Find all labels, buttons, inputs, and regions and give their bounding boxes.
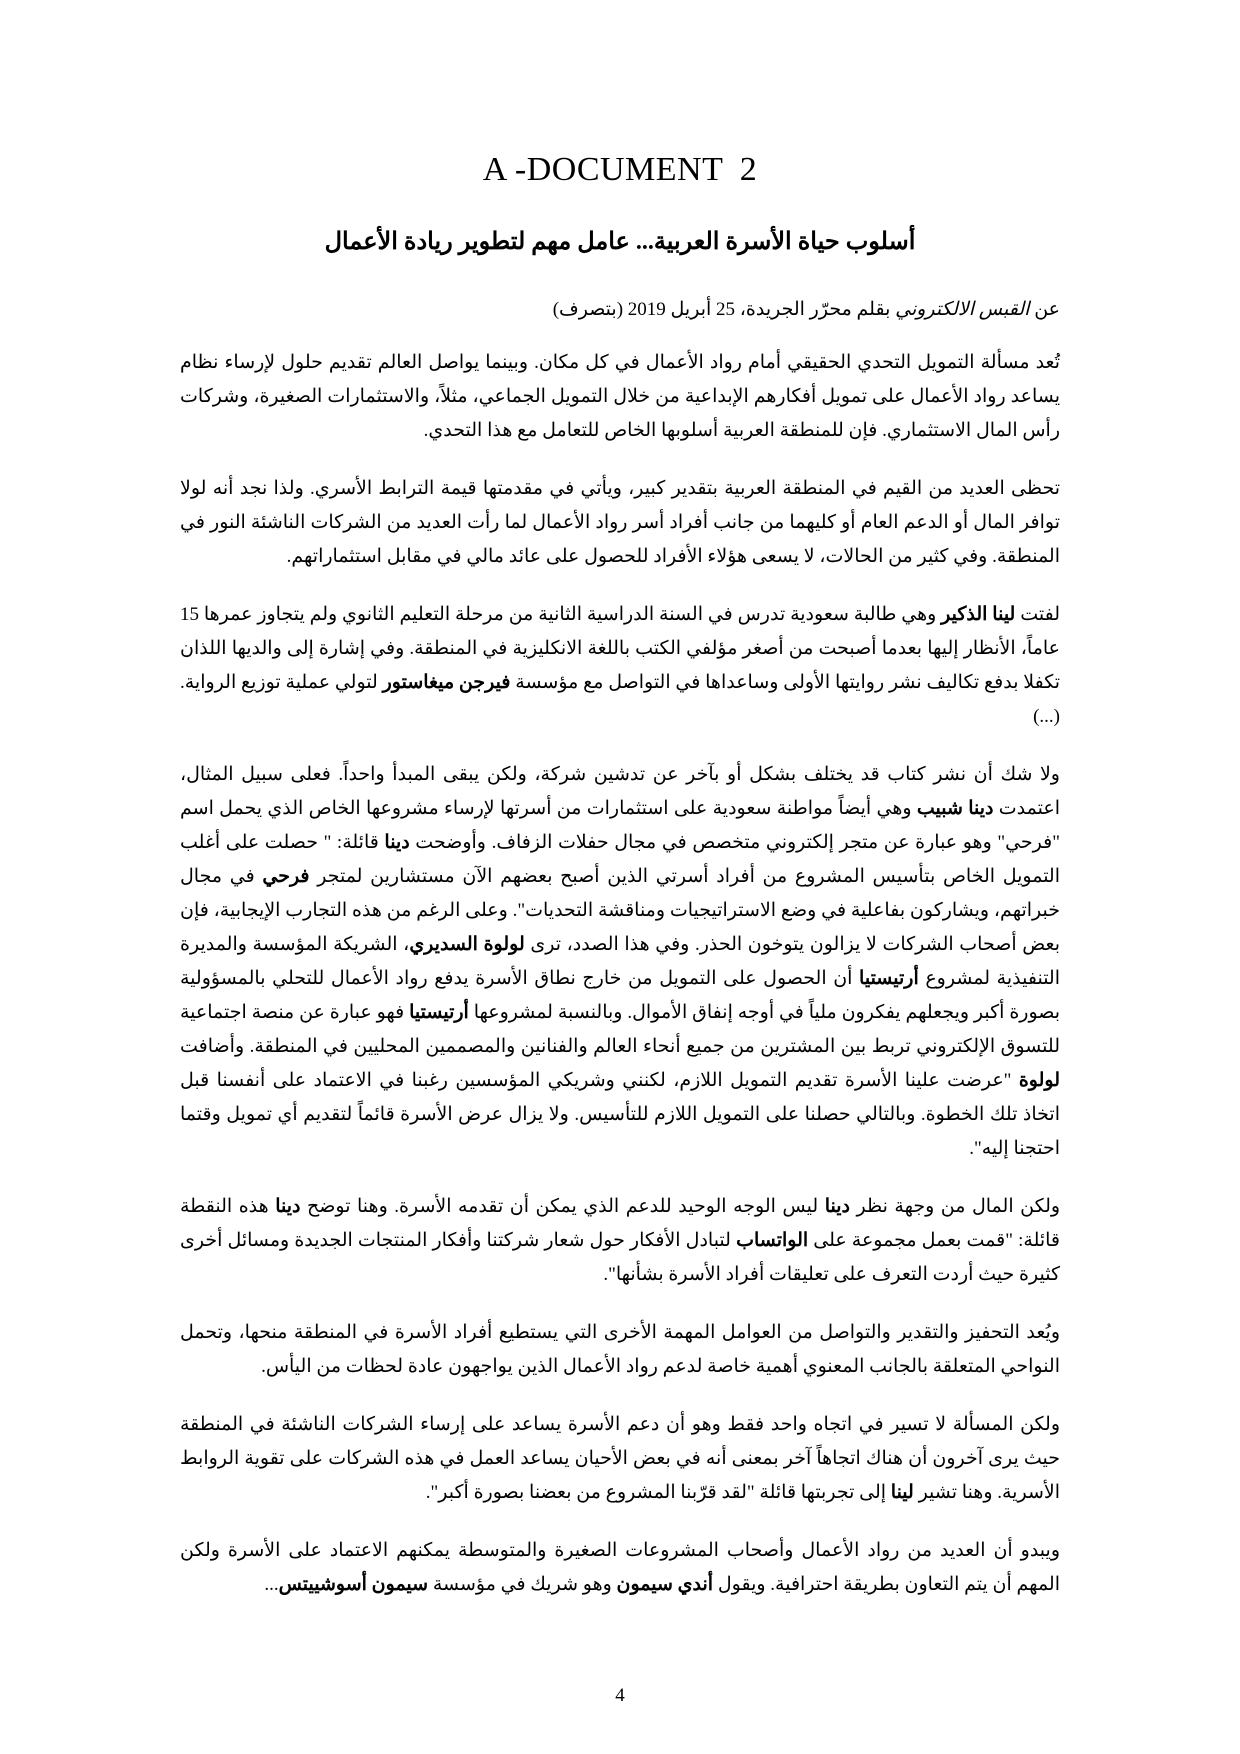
paragraph-1: تُعد مسألة التمويل التحدي الحقيقي أمام رواد الأعمال في كل مكان. وبينما يواصل العالم تقديم حلول لإرساء نظام يساعد رواد الأعمال على تمويل أفكارهم الإبداعية من خلال التمويل الجماعي، مثلاً، والاستثمارات الصغيرة، وشركات رأس المال الاستثماري. فإن للمنطقة العربية أسلوبها الخاص للتعامل مع هذا التحدي. — [180, 352, 1060, 441]
name-simon-associates: سيمون أسوشييتس — [278, 1574, 429, 1595]
source-prefix: عن — [1034, 299, 1060, 320]
paragraph-4 — [180, 758, 1060, 1166]
name-lulwa: لولوة — [1018, 1070, 1060, 1091]
name-dina: دينا — [384, 832, 410, 853]
paragraph-3-text: وهي طالبة سعودية تدرس في السنة الدراسية الثانية من مرحلة التعليم الثانوي ولم يتجاوز عمرها 15 عاماً، الأنظار إليها بعدما أصبحت من أصغر مؤلفي الكتب باللغة الانكليزية في المنطقة. وفي إشارة إلى والديها اللذان تكفلا بدفع تكاليف نشر روايتها الأولى وساعداها في التواصل مع مؤسسة — [180, 604, 1061, 693]
paragraph-8-text: وهو شريك في مؤسسة — [432, 1574, 612, 1595]
paragraph-3 — [180, 598, 1060, 734]
article-title: أسلوب حياة الأسرة العربية... عامل مهم لتطوير ريادة الأعمال — [324, 229, 916, 255]
source-details: بقلم محرّر الجريدة، 25 أبريل 2019 (بتصرف) — [552, 299, 891, 320]
paragraph-7 — [180, 1408, 1060, 1510]
paragraph-6: ويُعد التحفيز والتقدير والتواصل من العوامل المهمة الأخرى التي يستطيع أفراد الأسرة في المنطقة منحها، وتحمل النواحي المتعلقة بالجانب المعنوي أهمية خاصة لدعم رواد الأعمال الذين يواجهون عادة لحظات من اليأس. — [180, 1322, 1060, 1377]
paragraph-4-text: "عرضت علينا الأسرة تقديم التمويل اللازم، لكنني وشريكي المؤسسين رغبنا في الاعتماد على أنفسنا قبل اتخاذ تلك الخطوة. وبالتالي حصلنا على التمويل اللازم للتأسيس. ولا يزال عرض الأسرة قائماً لتقديم أي تمويل وقتما احتجنا إليه". — [180, 1070, 1060, 1159]
name-andy-simon: أندي سيمون — [616, 1574, 714, 1595]
paragraph-4-text: وهي أيضاً مواطنة سعودية على استثمارات من أسرتها لإرساء مشروعها الخاص الذي يحمل اسم "فرحي" وهو عبارة عن متجر إلكتروني متخصص في مجال حفلات الزفاف. وأوضحت — [180, 798, 1060, 853]
paragraph-5-text: هذه النقطة قائلة: "قمت بعمل مجموعة على — [180, 1196, 1061, 1251]
name-artistia: أرتيستيا — [409, 1002, 469, 1023]
paragraph-4-text: أن الحصول على التمويل من خارج نطاق الأسرة يدفع رواد الأعمال للتحلي بالمسؤولية بصورة أكبر ويجعلهم يفكرون ملياً في أوجه إنفاق الأموال. وبالنسبة لمشروعها — [180, 968, 1061, 1023]
document-heading-number: 2 — [739, 151, 758, 188]
name-lina-alzakir: لينا الذكير — [941, 604, 1016, 625]
paragraph-8-ellipsis: ... — [264, 1574, 279, 1595]
paragraph-4-text: قائلة: " حصلت على أغلب التمويل الخاص بتأسيس المشروع من أفراد أسرتي الذين أصبح بعضهم الآن مستشارين لمتجر — [180, 832, 1061, 887]
paragraph-3-text: لفتت — [1020, 604, 1060, 625]
paragraph-5-text: ولكن المال من وجهة نظر — [856, 1196, 1061, 1217]
paragraph-7-text: ولكن المسألة لا تسير في اتجاه واحد فقط وهو أن دعم الأسرة يساعد على إرساء الشركات الناشئة في المنطقة حيث يرى آخرون أن هناك اتجاهاً آخر بمعنى أنه في بعض الأحيان يساعد العمل في هذه الشركات على تقوية الروابط الأسرية. وهنا تشير — [180, 1414, 1060, 1503]
page-number: 4 — [615, 1685, 625, 1706]
paragraph-4-text: فهو عبارة عن منصة اجتماعية للتسوق الإلكتروني تربط بين المشترين من جميع أنحاء العالم والفنانين والمصممين المحليين في المنطقة. وأضافت — [180, 1002, 1060, 1057]
paragraph-4-text: في مجال خبراتهم، ويشاركون بفاعلية في وضع الاستراتيجيات ومناقشة التحديات". وعلى الرغم من هذه التجارب الإيجابية، فإن بعض أصحاب الشركات لا يزالون يتوخون الحذر. وفي هذا الصدد، ترى — [180, 866, 1060, 955]
name-virgin-megastore: فيرجن ميغاستور — [382, 672, 511, 693]
paragraph-5-text: لتبادل الأفكار حول شعار شركتنا وأفكار المنتجات الجديدة ومسائل أخرى كثيرة حيث أردت التعرف على تعليقات أفراد الأسرة بشأنها". — [180, 1230, 1060, 1285]
paragraph-4-text: ولا شك أن نشر كتاب قد يختلف بشكل أو بآخر عن تدشين شركة، ولكن يبقى المبدأ واحداً. فعلى سبيل المثال، اعتمدت — [180, 764, 1060, 819]
article-body — [180, 346, 1060, 1626]
paragraph-2: تحظى العديد من القيم في المنطقة العربية بتقدير كبير، ويأتي في مقدمتها قيمة الترابط الأسري. ولذا نجد أنه لولا توافر المال أو الدعم العام أو كليهما من جانب أفراد أسر رواد الأعمال لما رأت العديد من الشركات الناشئة النور في المنطقة. وفي كثير من الحالات، لا يسعى هؤلاء الأفراد للحصول على عائد مالي في مقابل استثماراتهم. — [180, 478, 1060, 567]
name-dina-shabib: دينا شبيب — [916, 798, 994, 819]
source-publication: القبس الالكتروني — [895, 299, 1030, 320]
paragraph-7-text: إلى تجربتها قائلة "لقد قرّبنا المشروع من بعضنا بصورة أكبر". — [425, 1482, 887, 1503]
name-farhi: فرحي — [262, 866, 310, 887]
name-artistia: أرتيستيا — [859, 968, 919, 989]
name-dina: دينا — [275, 1196, 301, 1217]
document-heading — [0, 148, 1240, 192]
source-line — [180, 294, 1060, 326]
paragraph-5 — [180, 1190, 1060, 1292]
paragraph-8-text: ويبدو أن العديد من رواد الأعمال وأصحاب المشروعات الصغيرة والمتوسطة يمكنهم الاعتماد على الأسرة ولكن المهم أن يتم التعاون بطريقة احترافية. ويقول — [180, 1540, 1060, 1595]
paragraph-4-text: ، الشريكة المؤسسة والمديرة التنفيذية لمشروع — [180, 934, 1060, 989]
name-lulwa-alsudairi: لولوة السديري — [409, 934, 525, 955]
name-dina: دينا — [824, 1196, 850, 1217]
document-heading-prefix: A -DOCUMENT — [482, 151, 723, 188]
name-whatsapp: الواتساب — [736, 1230, 809, 1251]
paragraph-8 — [180, 1534, 1060, 1602]
paragraph-5-text: ليس الوجه الوحيد للدعم الذي يمكن أن تقدمه الأسرة. وهنا توضح — [307, 1196, 819, 1217]
paragraph-3-text: لتولي عملية توزيع الرواية. (...) — [180, 672, 1060, 727]
name-lina: لينا — [890, 1482, 914, 1503]
